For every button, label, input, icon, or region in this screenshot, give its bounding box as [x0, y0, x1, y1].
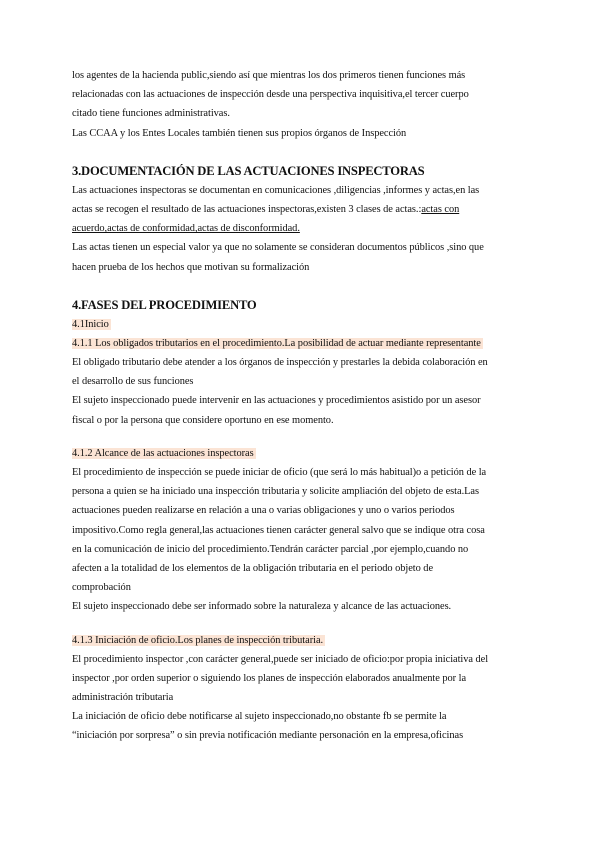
s411-line-4: fiscal o por la persona que considere oportuno en ese momento.	[72, 414, 334, 426]
subsection-4-1-3-label: 4.1.3 Iniciación de oficio.Los planes de inspección tributaria.	[72, 634, 324, 646]
s411-line-1: El obligado tributario debe atender a los órganos de inspección y prestarles la debida colaboración en	[72, 357, 488, 369]
s412-line-6: afecten a la totalidad de los elementos de la obligación tributaria en el periodo objeto de	[72, 562, 434, 574]
intro-paragraph	[72, 66, 528, 143]
s412-line-4: impositivo.Como regla general,las actuaciones tienen carácter general salvo que se indique otra cosa	[72, 524, 485, 536]
subsection-4-1-2-label: 4.1.2 Alcance de las actuaciones inspectoras	[72, 447, 254, 459]
s413-line-3: administración tributaria	[72, 692, 174, 704]
subsection-4-1-heading	[72, 315, 528, 334]
s413-line-1: El procedimiento inspector ,con carácter general,puede ser iniciado de oficio:por propia iniciativa del	[72, 653, 489, 665]
intro-line-3: citado tiene funciones administrativas.	[72, 108, 230, 120]
document-page	[72, 66, 528, 746]
s412-line-2: persona a quien se ha iniciado una inspección tributaria y solicite ampliación del objeto de esta.Las	[72, 486, 479, 498]
actas-types-underlined-end: acuerdo,actas de conformidad,actas de disconformidad.	[72, 223, 300, 235]
s411-line-3: El sujeto inspeccionado puede intervenir en las actuaciones y procedimientos asistido por un asesor	[72, 395, 481, 407]
s412-line-3: actuaciones pueden realizarse en relación a una o varias obligaciones y uno o varios periodos	[72, 505, 455, 517]
s412-line-1: El procedimiento de inspección se puede iniciar de oficio (que será lo más habitual)o a petición de la	[72, 467, 487, 478]
section-4-heading: 4.FASES DEL PROCEDIMIENTO	[72, 297, 257, 312]
section-3-heading: 3.DOCUMENTACIÓN DE LAS ACTUACIONES INSPECTORAS	[72, 163, 425, 178]
s413-line-2: inspector ,por orden superior o siguiendo los planes de inspección elaborados anualmente por la	[72, 672, 467, 684]
s413-line-4: La iniciación de oficio debe notificarse al sujeto inspeccionado,no obstante fb se permite la	[72, 711, 447, 723]
section-3-line-5: hacen prueba de los hechos que motivan su formalización	[72, 261, 310, 273]
subsection-4-1-3-body	[72, 650, 528, 746]
s411-line-2: el desarrollo de sus funciones	[72, 376, 194, 388]
subsection-4-1-1-heading	[72, 334, 528, 353]
s412-line-5: en la comunicación de inicio del procedimiento.Tendrán carácter parcial ,por ejemplo,cuando no	[72, 543, 469, 555]
intro-line-2: relacionadas con las actuaciones de inspección desde una perspectiva inquisitiva,el tercer cuerpo	[72, 89, 469, 101]
s412-line-7: comprobación	[72, 582, 131, 594]
intro-line-1: los agentes de la hacienda public,siendo así que mientras los dos primeros tienen funciones más	[72, 70, 466, 81]
s413-line-5: “iniciación por sorpresa” o sin previa notificación mediante personación en la empresa,oficinas	[72, 730, 464, 742]
subsection-4-1-2-heading	[72, 444, 528, 463]
subsection-4-1-label: 4.1Inicio	[72, 318, 109, 330]
s412-line-8: El sujeto inspeccionado debe ser informado sobre la naturaleza y alcance de las actuaciones.	[72, 601, 452, 613]
section-3-line-4: Las actas tienen un especial valor ya que no solamente se consideran documentos públicos ,sino que	[72, 242, 484, 254]
intro-line-4: Las CCAA y los Entes Locales también tienen sus propios órganos de Inspección	[72, 127, 407, 139]
subsection-4-1-1-body	[72, 353, 528, 430]
section-3-line-2	[72, 200, 528, 219]
subsection-4-1-2-body	[72, 463, 528, 617]
section-3-line-1: Las actuaciones inspectoras se documentan en comunicaciones ,diligencias ,informes y actas,en las	[72, 184, 480, 196]
section-3-line-2-text: actas se recogen el resultado de las actuaciones inspectoras,existen 3 clases de actas.:	[72, 203, 422, 215]
section-3-line-3	[72, 219, 528, 238]
actas-types-underlined-start: actas con	[421, 203, 460, 215]
subsection-4-1-3-heading	[72, 631, 528, 650]
section-3-body	[72, 181, 528, 277]
subsection-4-1-1-label: 4.1.1 Los obligados tributarios en el procedimiento.La posibilidad de actuar mediante representante	[72, 337, 481, 349]
